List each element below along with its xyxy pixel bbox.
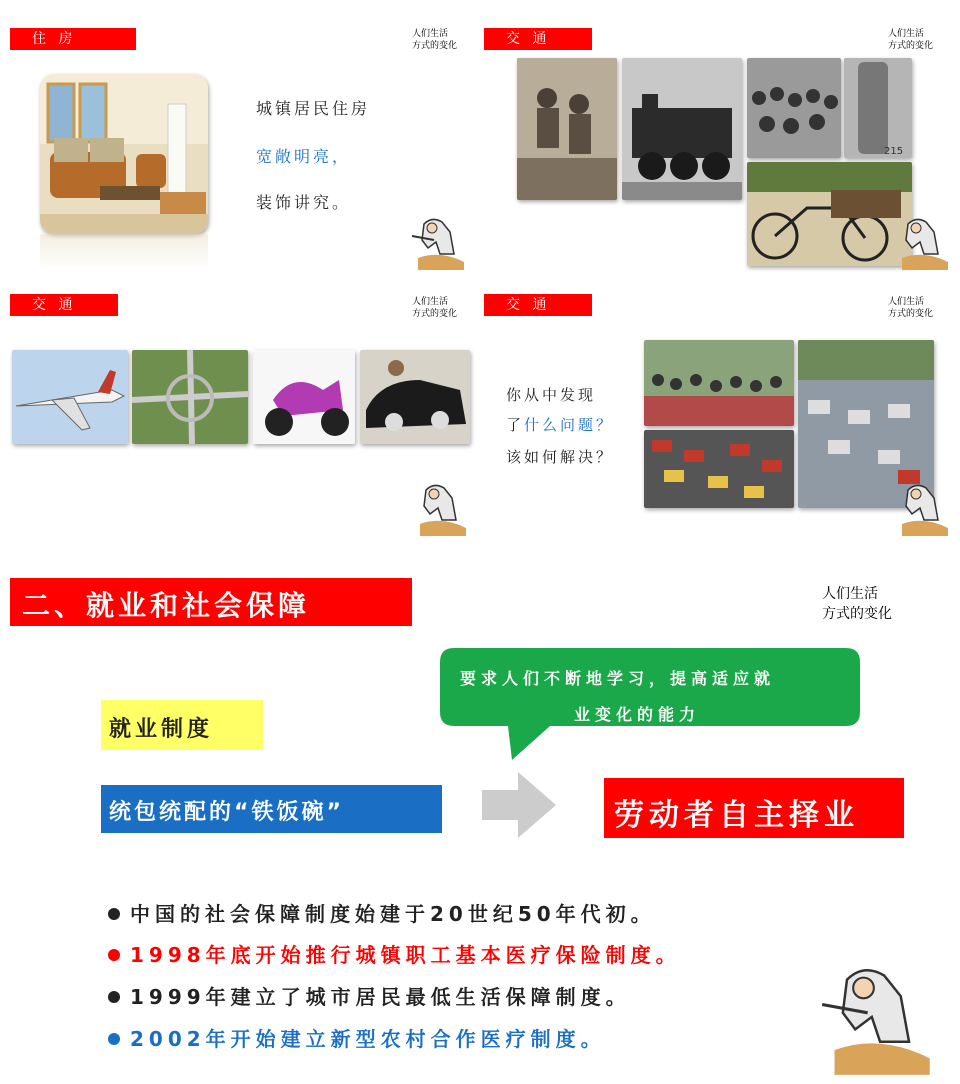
slide-traffic-new [0, 282, 475, 544]
traffic-jam-photo [644, 430, 794, 508]
section-title: 二、就业和社会保障 [22, 589, 311, 622]
housing-line-2: 宽敞明亮， [256, 147, 352, 166]
question-line-2: 了什么问题？ [506, 416, 615, 434]
svg-text:215: 215 [884, 146, 904, 157]
section-tag: 交 通 [484, 294, 592, 316]
bicycle-cart-photo [747, 162, 912, 266]
callout-text-1: 要求人们不断地学习，提高适应就 [460, 669, 776, 688]
slide-housing [0, 0, 475, 275]
callout-text-2: 业变化的能力 [574, 705, 701, 724]
bullet-dot [108, 991, 120, 1003]
bullet-item: 2002年开始建立新型农村合作医疗制度。 [108, 1023, 606, 1052]
corner-caption: 人们生活 方式的变化 [888, 29, 934, 51]
living-room-photo [40, 74, 208, 234]
crowd-photo [747, 58, 841, 158]
steam-locomotive-photo [622, 58, 742, 200]
bullet-dot [108, 908, 120, 920]
scooter-photo [253, 350, 355, 444]
question-line-1: 你从中发现 [506, 386, 597, 404]
bullet-item: 1999年建立了城市居民最低生活保障制度。 [108, 981, 631, 1010]
ticket-photo [844, 58, 912, 158]
airplane-photo [12, 350, 128, 444]
slide-employment [0, 552, 960, 1084]
old-sage-figure-icon [410, 214, 468, 272]
section-tag: 交 通 [10, 294, 118, 316]
bullet-dot [108, 949, 120, 961]
slide-traffic-question [482, 282, 960, 544]
corner-caption: 人们生活 方式的变化 [412, 297, 458, 319]
highway-interchange-photo [132, 350, 248, 444]
slide-traffic-old [482, 0, 960, 275]
bullet-dot [108, 1033, 120, 1045]
self-employment-label: 劳动者自主择业 [604, 778, 904, 838]
living-room-reflection [40, 234, 208, 270]
housing-line-1: 城镇居民住房 [256, 99, 371, 118]
car-photo [360, 350, 470, 444]
old-sage-figure-icon [894, 214, 952, 272]
bullet-item: 中国的社会保障制度始建于20世纪50年代初。 [108, 898, 656, 927]
old-sage-figure-icon [412, 480, 470, 538]
employment-system-label: 就业制度 [101, 700, 263, 750]
crowded-station-photo [644, 340, 794, 426]
right-arrow-icon [482, 772, 556, 838]
bullet-item: 1998年底开始推行城镇职工基本医疗保险制度。 [108, 939, 681, 968]
section-tag: 住 房 [10, 28, 136, 50]
housing-line-3: 装饰讲究。 [256, 193, 352, 212]
iron-rice-bowl-label: 统包统配的“铁饭碗” [101, 785, 442, 833]
corner-caption: 人们生活 方式的变化 [822, 586, 892, 622]
question-line-3: 该如何解决？ [506, 448, 615, 466]
old-sage-figure-icon [894, 480, 952, 538]
people-on-cart-photo [517, 58, 617, 200]
old-sage-figure-icon [818, 958, 938, 1080]
section-tag: 交 通 [484, 28, 592, 50]
section-title-banner [10, 578, 412, 626]
corner-caption: 人们生活 方式的变化 [412, 29, 458, 51]
corner-caption: 人们生活 方式的变化 [888, 297, 934, 319]
